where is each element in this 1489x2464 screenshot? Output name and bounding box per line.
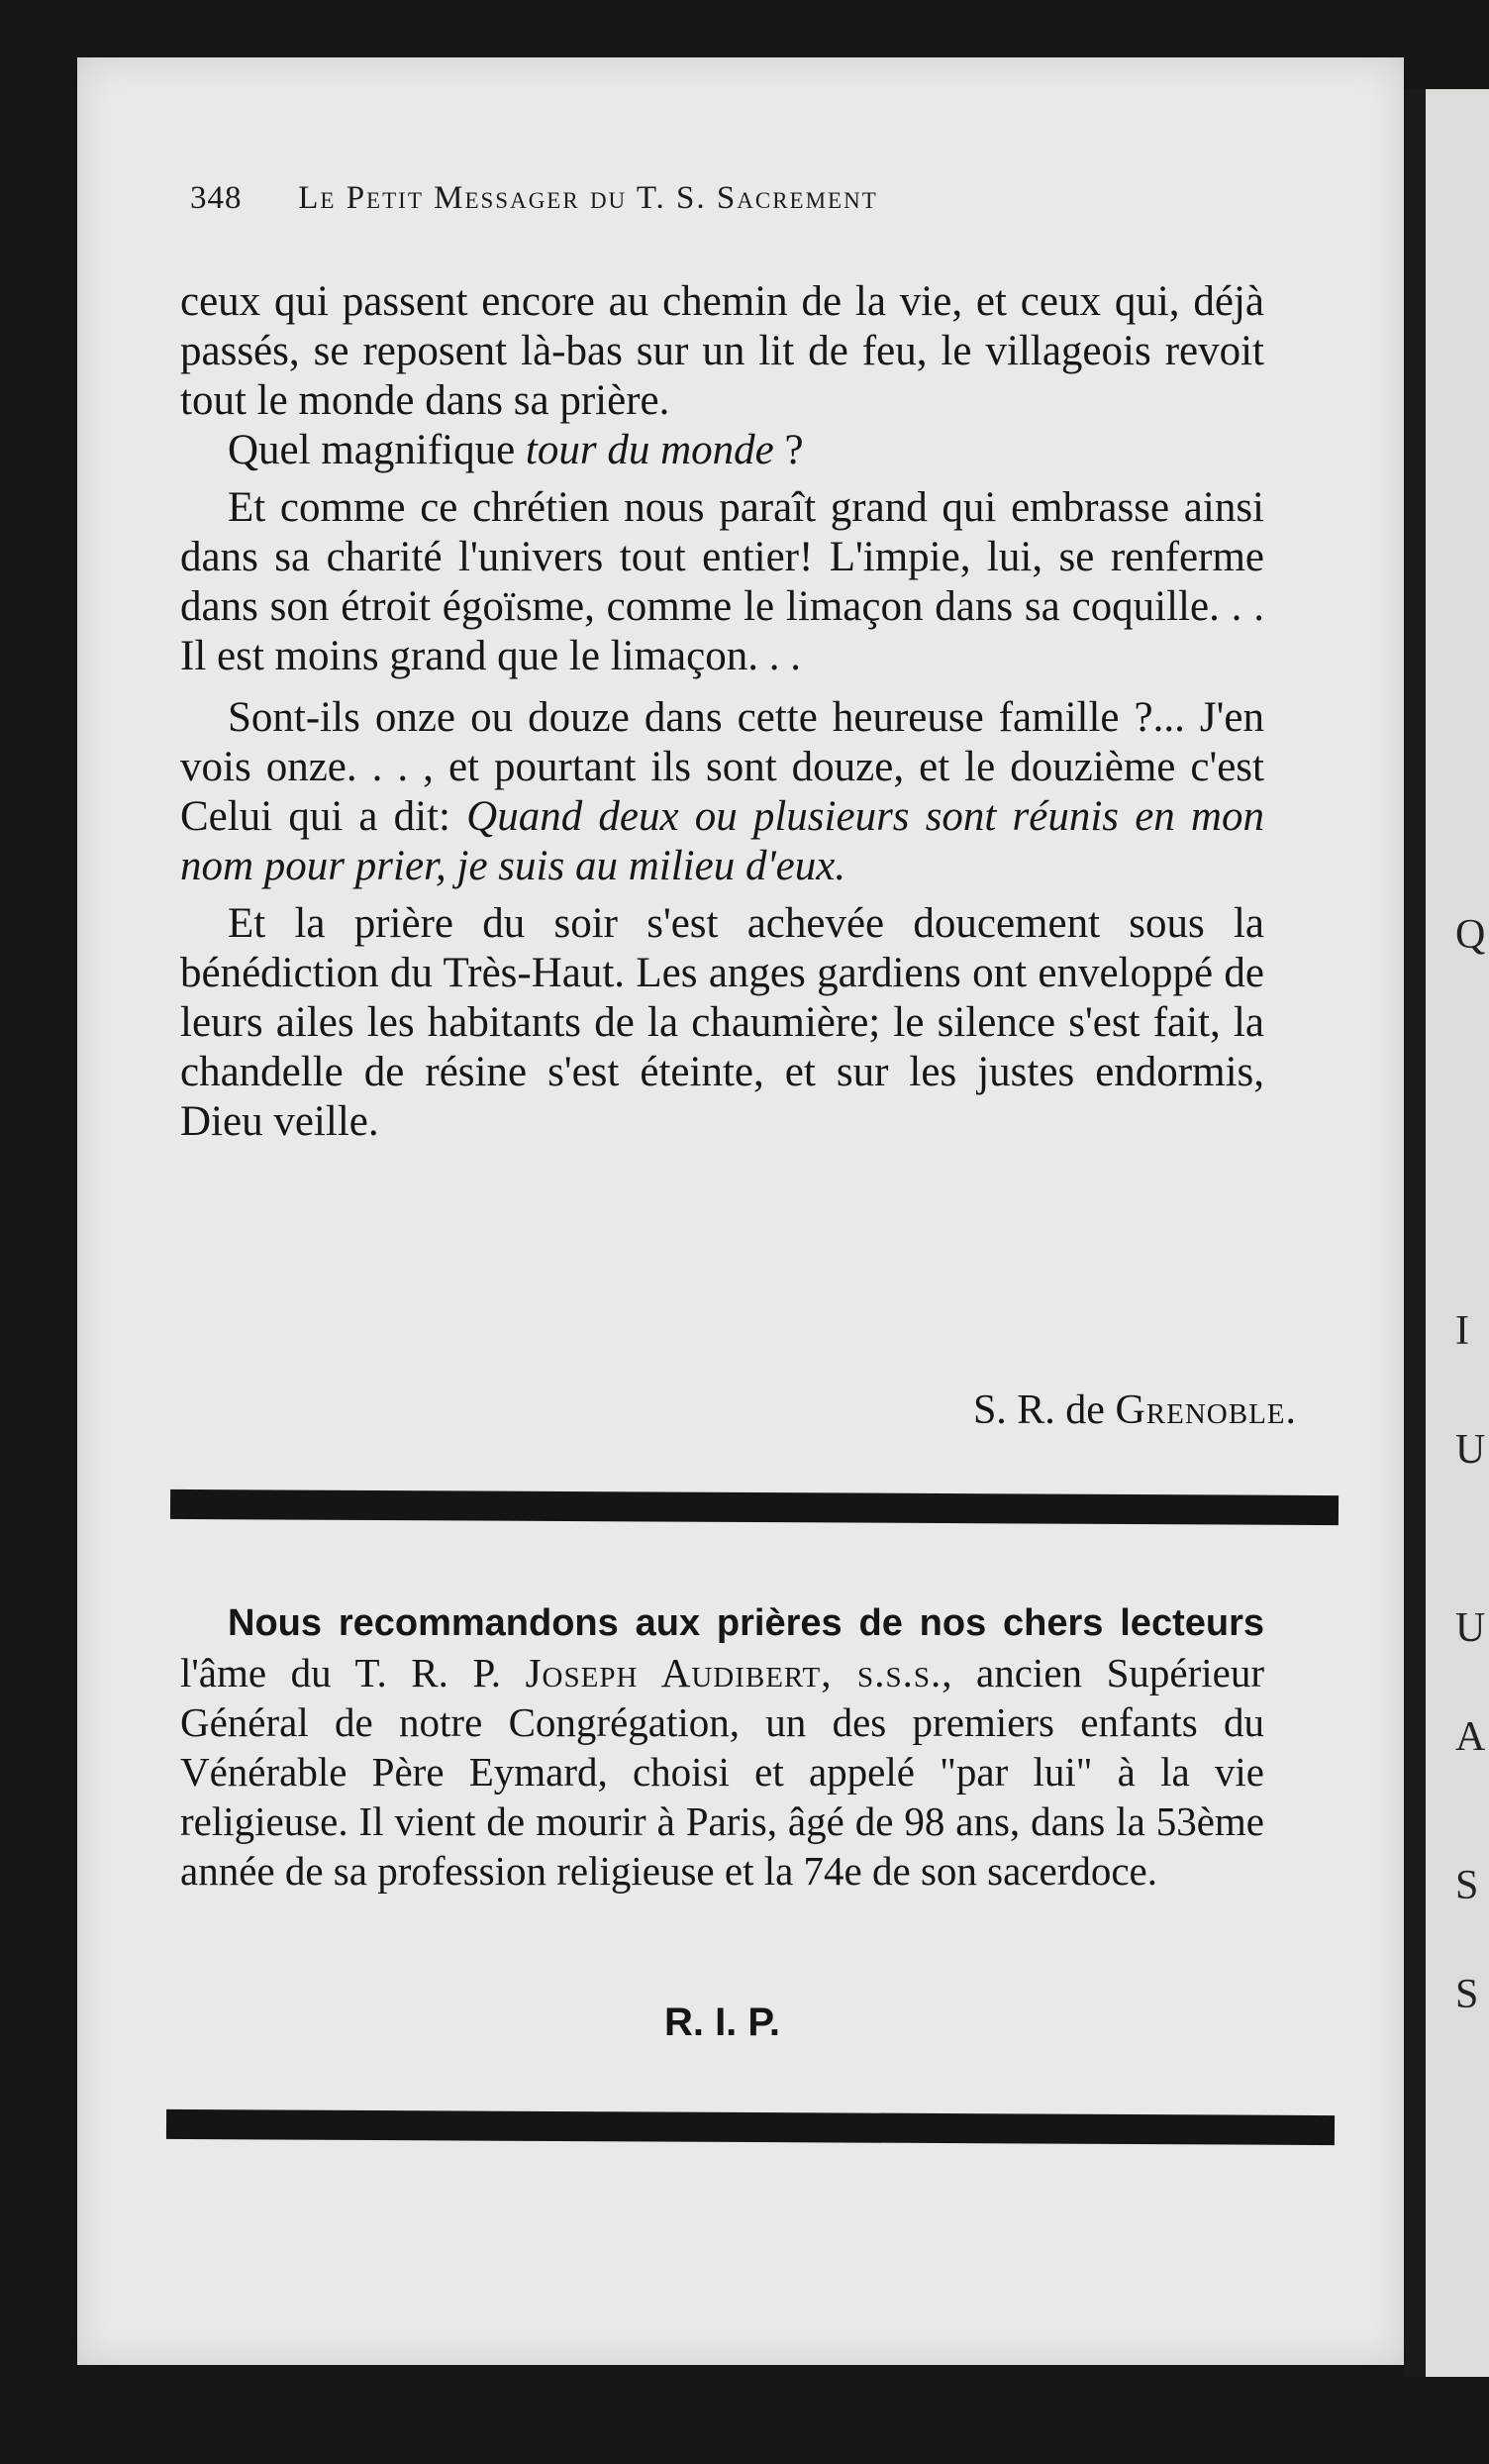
notice-text: l'âme du T. R. P. [180,1650,526,1695]
running-header [190,180,1230,217]
edge-letter: A [1455,1714,1486,1760]
paragraph-text: Sont-ils onze ou douze dans cette heureuse famille ?... J'en vois onze. . . , et pourtant ils sont douze, et le douzième c'est Celui qui a dit: [180,694,1264,840]
edge-letter: S [1455,1972,1479,2017]
divider-rule [166,2109,1335,2145]
paragraph [180,426,1264,475]
paragraph: Et la prière du soir s'est achevée doucement sous la bénédiction du Très-Haut. Les anges gardiens ont enveloppé de leurs ailes les habitants de la chaumière; le silence s'est fait, la chandelle de résine s'est éteinte, et sur les justes endormis, Dieu veille. [180,900,1264,1145]
page-number: 348 [190,180,243,216]
notice-lead: Nous recommandons aux prières de nos chers lecteurs [228,1602,1264,1644]
paragraph [180,693,1264,891]
paragraph: ceux qui passent encore au chemin de la vie, et ceux qui, déjà passés, se reposent là-bas sur un lit de feu, le villageois revoit tout le monde dans sa prière. [180,278,1264,424]
notice-name: Joseph Audibert, s.s.s. [525,1650,943,1695]
page-gutter-shadow [1404,89,1426,2377]
edge-letter: S [1455,1863,1479,1908]
italic-phrase: tour du monde [525,427,774,473]
paragraph-text: Quel magnifique [228,427,526,473]
paragraph: Et comme ce chrétien nous paraît grand qui embrasse ainsi dans sa charité l'univers tout entier! L'impie, lui, se renferme dans son étroit égoïsme, comme le limaçon dans sa coquille. . . Il est moins grand que le limaçon. . . [180,484,1264,679]
edge-letter: U [1455,1605,1486,1651]
notice-paragraph [180,1596,1264,1896]
italic-quote: Quand deux ou plusieurs sont réunis en mon nom pour prier, je suis au milieu d'eux. [180,793,1264,889]
signature [693,1386,1297,1434]
edge-letter: Q [1455,912,1486,958]
edge-letter: I [1455,1308,1469,1354]
paragraph-text: ? [773,427,804,473]
rip-line: R. I. P. [663,2001,781,2044]
divider-rule [170,1489,1339,1525]
signature-name: Grenoble. [1115,1387,1297,1433]
signature-prefix: S. R. de [972,1387,1116,1433]
running-title: Le Petit Messager du T. S. Sacrement [298,180,878,216]
adjacent-page-edge [1404,89,1489,2377]
article-body [180,277,1264,1147]
notice-text: , ancien Supérieur Général de notre Congrégation, un des premiers enfants du Vénérable Père Eymard, choisi et appelé "par lui" à la vie religieuse. Il vient de mourir à Paris, âgé de 98 ans, dans la 53ème année de sa profession religieuse et la 74e de son sacerdoce. [180,1650,1264,1894]
edge-letter: U [1455,1427,1486,1473]
memorial-notice [180,1596,1264,1896]
